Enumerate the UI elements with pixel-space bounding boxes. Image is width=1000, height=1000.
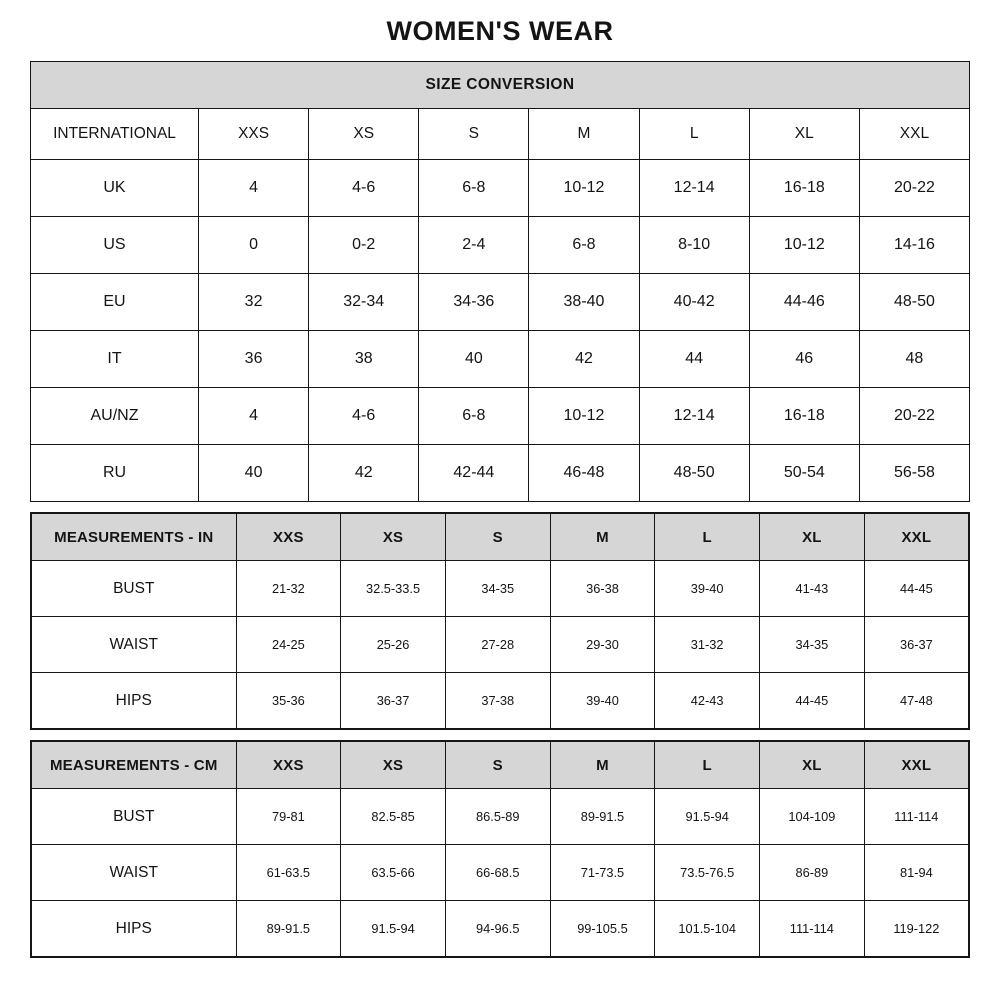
measurements-cm-cell: 61-63.5 [236,845,341,901]
measurements-cm-cell: 91.5-94 [655,789,760,845]
table-row [31,845,969,901]
size-conversion-cell: 46-48 [529,445,639,502]
measurements-in-cell: 37-38 [445,673,550,730]
size-conversion-cell: 40 [419,331,529,388]
measurements-in-cell: 47-48 [864,673,969,730]
size-conversion-cell: 40 [199,445,309,502]
measurements-cm-cell: 81-94 [864,845,969,901]
measurements-cm-cell: 89-91.5 [236,901,341,958]
size-conversion-cell: 12-14 [639,160,749,217]
size-conversion-cell: 10-12 [529,160,639,217]
size-conversion-cell: 16-18 [749,160,859,217]
size-conversion-cell: 6-8 [419,160,529,217]
size-conversion-column-header: M [529,109,639,160]
measurements-in-column-header: XXL [864,513,969,561]
size-conversion-cell: 4-6 [309,388,419,445]
measurements-cm-cell: 111-114 [760,901,865,958]
size-conversion-cell: 4-6 [309,160,419,217]
size-conversion-cell: 0 [199,217,309,274]
measurements-in-cell: 31-32 [655,617,760,673]
size-conversion-cell: 32-34 [309,274,419,331]
size-conversion-column-header: XS [309,109,419,160]
size-conversion-cell: 42 [309,445,419,502]
table-row [31,673,969,730]
table-row [31,617,969,673]
size-conversion-cell: 4 [199,388,309,445]
size-conversion-cell: 34-36 [419,274,529,331]
measurements-in-cell: 35-36 [236,673,341,730]
table-row [31,561,969,617]
size-conversion-cell: 12-14 [639,388,749,445]
measurements-cm-column-header: S [445,741,550,789]
table-row [31,331,970,388]
measurements-cm-row-label: BUST [31,789,236,845]
measurements-in-cell: 24-25 [236,617,341,673]
size-conversion-cell: 38 [309,331,419,388]
size-conversion-column-header: S [419,109,529,160]
size-conversion-cell: 6-8 [529,217,639,274]
measurements-in-cell: 32.5-33.5 [341,561,446,617]
size-conversion-column-header: L [639,109,749,160]
size-conversion-cell: 40-42 [639,274,749,331]
size-conversion-cell: 46 [749,331,859,388]
measurements-in-cell: 27-28 [445,617,550,673]
measurements-cm-cell: 104-109 [760,789,865,845]
size-conversion-cell: 56-58 [859,445,969,502]
size-conversion-cell: 42-44 [419,445,529,502]
measurements-in-column-header: S [445,513,550,561]
measurements-cm-column-header: M [550,741,655,789]
size-conversion-cell: 32 [199,274,309,331]
measurements-in-column-header: L [655,513,760,561]
measurements-in-cell: 25-26 [341,617,446,673]
measurements-in-cell: 21-32 [236,561,341,617]
measurements-in-cell: 41-43 [760,561,865,617]
measurements-cm-cell: 63.5-66 [341,845,446,901]
size-conversion-row-label: US [31,217,199,274]
measurements-in-column-header: XXS [236,513,341,561]
size-conversion-column-header: XL [749,109,859,160]
measurements-in-cell: 39-40 [655,561,760,617]
measurements-in-cell: 36-38 [550,561,655,617]
size-conversion-cell: 10-12 [529,388,639,445]
size-conversion-cell: 42 [529,331,639,388]
size-conversion-row-label: EU [31,274,199,331]
measurements-cm-column-header: XL [760,741,865,789]
size-conversion-column-header: XXL [859,109,969,160]
measurements-in-cell: 44-45 [864,561,969,617]
table-row [31,217,970,274]
size-conversion-cell: 48 [859,331,969,388]
measurements-cm-cell: 94-96.5 [445,901,550,958]
measurements-in-cell: 29-30 [550,617,655,673]
measurements-cm-column-header: MEASUREMENTS - CM [31,741,236,789]
measurements-in-column-header: XL [760,513,865,561]
measurements-cm-cell: 101.5-104 [655,901,760,958]
table-row [31,160,970,217]
measurements-cm-cell: 111-114 [864,789,969,845]
measurements-cm-cell: 86-89 [760,845,865,901]
table-row [31,274,970,331]
table-row [31,789,969,845]
measurements-in-row-label: HIPS [31,673,236,730]
measurements-cm-cell: 82.5-85 [341,789,446,845]
measurements-cm-cell: 73.5-76.5 [655,845,760,901]
size-conversion-cell: 50-54 [749,445,859,502]
measurements-in-cell: 34-35 [445,561,550,617]
table-row [31,445,970,502]
measurements-in-row-label: WAIST [31,617,236,673]
measurements-cm-cell: 71-73.5 [550,845,655,901]
size-conversion-cell: 2-4 [419,217,529,274]
measurements-cm-column-header: XS [341,741,446,789]
size-conversion-cell: 20-22 [859,160,969,217]
size-conversion-row-label: AU/NZ [31,388,199,445]
measurements-cm-column-header: L [655,741,760,789]
measurements-in-column-header: XS [341,513,446,561]
measurements-cm-row-label: HIPS [31,901,236,958]
table-row [31,901,969,958]
size-conversion-cell: 48-50 [859,274,969,331]
size-conversion-row-label: IT [31,331,199,388]
size-conversion-cell: 10-12 [749,217,859,274]
size-conversion-column-header: XXS [199,109,309,160]
page-title: WOMEN'S WEAR [386,16,614,46]
measurements-cm-column-header: XXL [864,741,969,789]
size-conversion-banner: SIZE CONVERSION [31,62,970,109]
size-conversion-cell: 4 [199,160,309,217]
size-conversion-cell: 36 [199,331,309,388]
measurements-in-cell: 36-37 [341,673,446,730]
size-conversion-column-header: INTERNATIONAL [31,109,199,160]
size-conversion-cell: 38-40 [529,274,639,331]
measurements-cm-table [30,740,970,958]
measurements-in-cell: 36-37 [864,617,969,673]
measurements-cm-cell: 66-68.5 [445,845,550,901]
size-conversion-row-label: RU [31,445,199,502]
size-conversion-cell: 0-2 [309,217,419,274]
measurements-in-column-header: M [550,513,655,561]
measurements-cm-cell: 99-105.5 [550,901,655,958]
measurements-in-cell: 34-35 [760,617,865,673]
size-conversion-cell: 48-50 [639,445,749,502]
measurements-in-row-label: BUST [31,561,236,617]
size-conversion-cell: 6-8 [419,388,529,445]
measurements-in-cell: 42-43 [655,673,760,730]
size-conversion-row-label: UK [31,160,199,217]
measurements-cm-column-header: XXS [236,741,341,789]
measurements-cm-cell: 86.5-89 [445,789,550,845]
size-conversion-table [30,61,970,502]
measurements-cm-row-label: WAIST [31,845,236,901]
size-conversion-cell: 44 [639,331,749,388]
measurements-cm-cell: 119-122 [864,901,969,958]
size-conversion-cell: 8-10 [639,217,749,274]
measurements-in-cell: 44-45 [760,673,865,730]
table-row [31,388,970,445]
size-conversion-cell: 14-16 [859,217,969,274]
size-conversion-cell: 44-46 [749,274,859,331]
size-conversion-cell: 16-18 [749,388,859,445]
measurements-in-table [30,512,970,730]
measurements-in-column-header: MEASUREMENTS - IN [31,513,236,561]
measurements-in-cell: 39-40 [550,673,655,730]
measurements-cm-cell: 79-81 [236,789,341,845]
size-conversion-cell: 20-22 [859,388,969,445]
measurements-cm-cell: 89-91.5 [550,789,655,845]
measurements-cm-cell: 91.5-94 [341,901,446,958]
